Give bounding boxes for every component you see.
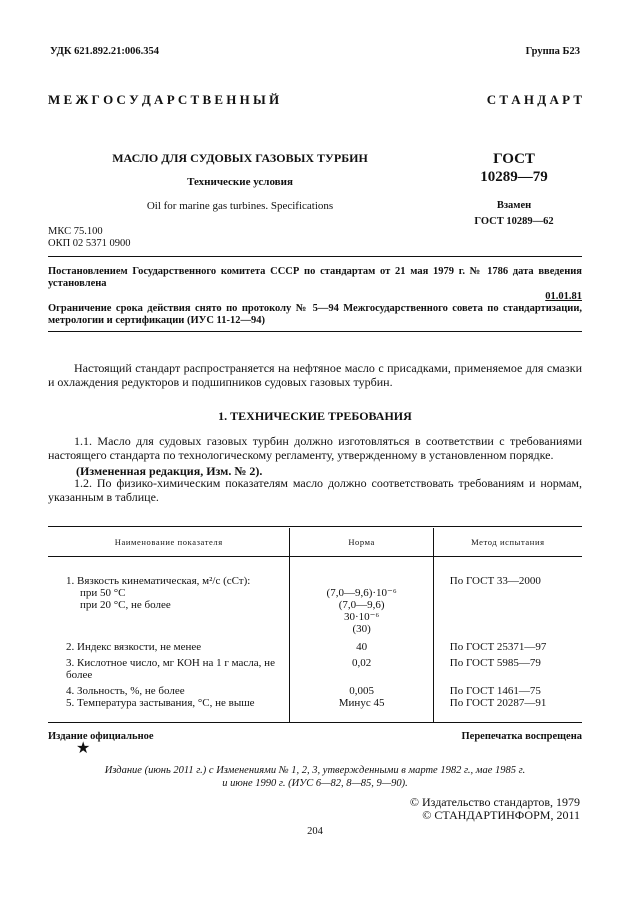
star-icon: ★: [76, 740, 91, 757]
decree-text: Постановлением Государственного комитета СССР по стандартам от 21 мая 1979 г. № 1786 дата введения установлена: [48, 266, 582, 289]
table-cell-method: По ГОСТ 25371—97: [433, 635, 582, 653]
document-subtitle: Технические условия: [187, 176, 293, 188]
divider-footer: [48, 722, 582, 723]
norm-value: (7,0—9,6): [338, 599, 385, 611]
standard-banner: [48, 92, 582, 108]
table-row: [48, 635, 582, 653]
copyright-standartinform: © СТАНДАРТИНФОРМ, 2011: [422, 808, 580, 822]
norm-value: (7,0—9,6)·10⁻⁶: [326, 587, 397, 599]
norm-value: 30·10⁻⁶: [343, 611, 380, 623]
table-cell-method: По ГОСТ 20287—91: [433, 697, 582, 723]
gost-label: ГОСТ: [493, 151, 535, 167]
table-header: Норма: [290, 528, 433, 557]
table-header: Метод испытания: [433, 528, 582, 557]
table-row: [48, 681, 582, 697]
table-cell-method: По ГОСТ 5985—79: [433, 653, 582, 681]
table-cell-norm: Минус 45: [290, 697, 433, 723]
row-name: 1. Вязкость кинематическая, м²/с (сСт):: [66, 575, 251, 587]
gost-designation: [444, 150, 584, 186]
udk-code: УДК 621.892.21:006.354: [50, 46, 159, 57]
copyright-publisher: © Издательство стандартов, 1979: [409, 795, 580, 809]
banner-standard: С Т А Н Д А Р Т: [486, 92, 582, 107]
mks-code: МКС 75.100: [48, 226, 103, 237]
row-sub: при 50 °С: [80, 587, 126, 599]
table-row: [48, 557, 582, 636]
paragraph-1-2: 1.2. По физико-химическим показателям масло должно соответствовать требованиям и нормам, указанным в таблице.: [48, 476, 582, 504]
gost-number: 10289—79: [480, 169, 548, 185]
section-title: 1. ТЕХНИЧЕСКИЕ ТРЕБОВАНИЯ: [218, 409, 412, 423]
table-cell-name: 5. Температура застывания, °С, не выше: [66, 697, 255, 709]
row-sub: при 20 °С, не более: [80, 599, 171, 611]
table-cell-norm: [290, 557, 433, 636]
table-cell-norm: 40: [290, 635, 433, 653]
table-top-rule: [48, 526, 582, 527]
banner-interstate: М Е Ж Г О С У Д А Р С Т В Е Н Н Ы Й: [48, 92, 280, 107]
table-row: [48, 697, 582, 723]
replaced-label: Взамен: [496, 200, 532, 211]
table-cell-name: 4. Зольность, %, не более: [66, 685, 185, 697]
table-cell-norm: 0,02: [290, 653, 433, 681]
classification-codes: [48, 226, 131, 250]
norm-value: (30): [352, 623, 371, 635]
table-cell-name: [48, 557, 290, 636]
table-cell-name: 3. Кислотное число, мг КОН на 1 г масла, не более: [66, 657, 275, 681]
requirements-table: [48, 528, 582, 723]
introduction-date: 01.01.81: [545, 291, 582, 302]
reprint-prohibited: Перепечатка воспрещена: [461, 731, 582, 742]
table-header: Наименование показателя: [48, 528, 290, 557]
edition-history: [48, 764, 582, 790]
paragraph-1-1: 1.1. Масло для судовых газовых турбин должно изготовляться в соответствии с требованиями настоящего стандарта по технологическому регламенту, утвержденному в установленном порядке.: [48, 434, 582, 462]
table-cell-name: 2. Индекс вязкости, не менее: [66, 641, 202, 653]
group-code: Группа Б23: [525, 46, 580, 57]
divider-top: [48, 256, 582, 257]
official-edition: Издание официальное: [48, 731, 154, 742]
table-cell-norm: 0,005: [290, 681, 433, 697]
replaced-number: ГОСТ 10289—62: [474, 216, 554, 227]
edition-line: и июне 1990 г. (ИУС 6—82, 8—85, 9—90).: [222, 778, 408, 789]
okp-code: ОКП 02 5371 0900: [48, 238, 131, 249]
limitation-text: Ограничение срока действия снято по протоколу № 5—94 Межгосударственного совета по стандартизации, метрологии и сертификации (ИУС 11-12—94): [48, 303, 582, 326]
edition-line: Издание (июнь 2011 г.) с Изменениями № 1, 2, 3, утвержденными в марте 1982 г., мае 1985 г.: [104, 765, 526, 776]
page-number: 204: [307, 826, 323, 837]
table-header-row: [48, 528, 582, 557]
table-row: [48, 653, 582, 681]
edition-note: (Измененная редакция, Изм. № 2).: [76, 464, 263, 478]
document-title: МАСЛО ДЛЯ СУДОВЫХ ГАЗОВЫХ ТУРБИН: [112, 151, 368, 165]
divider-decree: [48, 331, 582, 332]
table-cell-method: По ГОСТ 33—2000: [433, 557, 582, 636]
intro-paragraph: Настоящий стандарт распространяется на нефтяное масло с присадками, применяемое для смазки и охлаждения редукторов и подшипников судовых газовых турбин.: [48, 361, 582, 389]
replaced-standard: [444, 198, 584, 230]
table-cell-method: По ГОСТ 1461—75: [433, 681, 582, 697]
english-title: Oil for marine gas turbines. Specifications: [146, 200, 334, 212]
